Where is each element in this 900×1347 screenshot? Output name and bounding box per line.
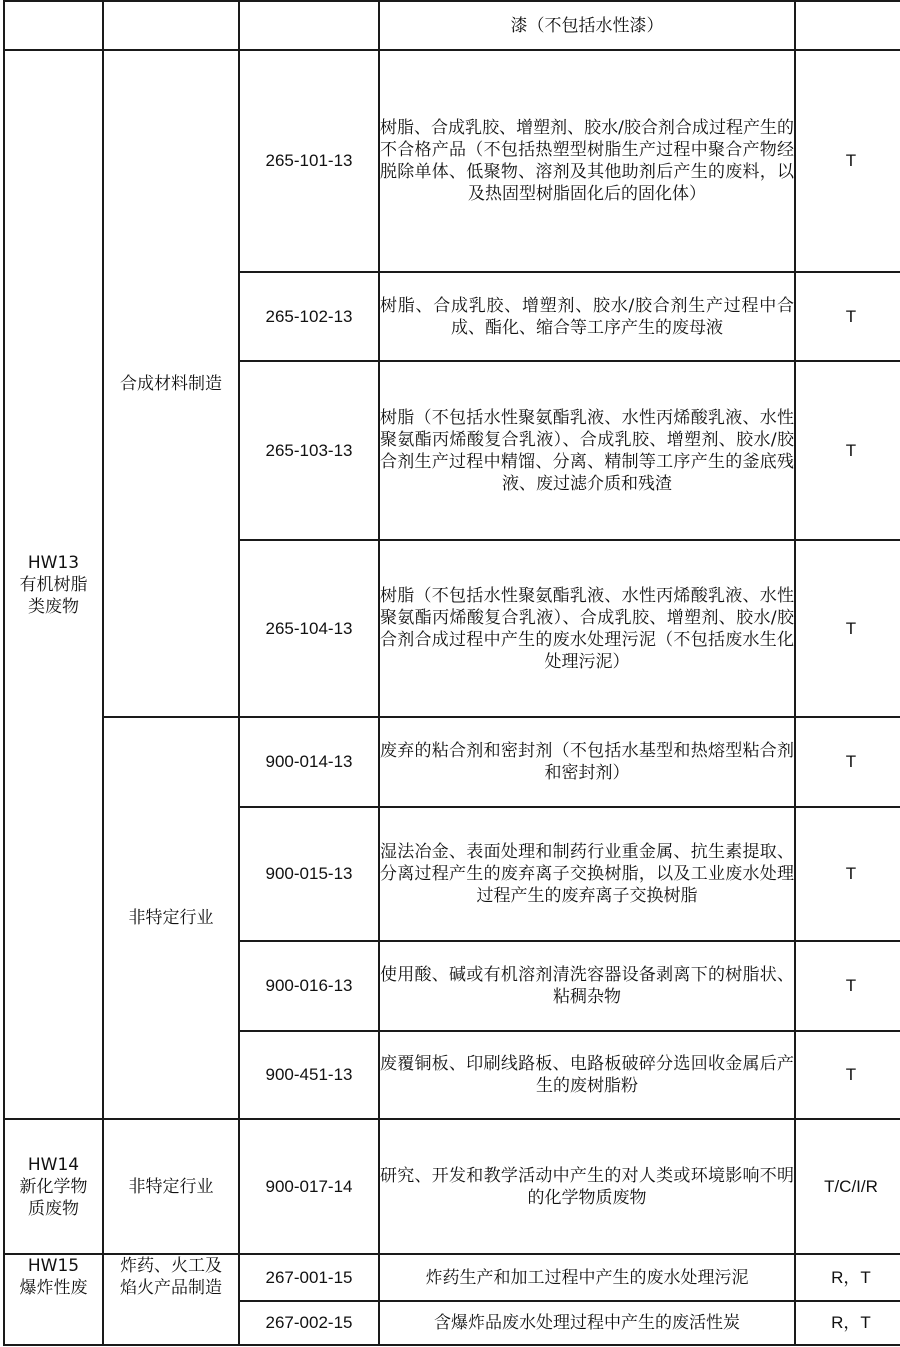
hazard-cell: T [795, 50, 900, 272]
category-cell-hw14 [4, 1119, 103, 1254]
hazard-cell: T [795, 272, 900, 361]
industry-name: 非特定行业 [128, 1176, 214, 1197]
description-cell [379, 540, 795, 717]
description-text: 树脂、合成乳胶、增塑剂、胶水/胶合剂生产过程中合成、酯化、缩合等工序产生的废母液 [380, 295, 794, 338]
industry-cell-empty [103, 1, 239, 50]
hazard-cell: T [795, 1031, 900, 1119]
category-code: HW14 [27, 1154, 80, 1175]
hazard-cell-empty [795, 1, 900, 50]
category-name-line2: 类废物 [28, 596, 79, 617]
waste-code-cell: 265-103-13 [239, 361, 379, 540]
description-cell [379, 50, 795, 272]
hazard-cell: R，T [795, 1301, 900, 1345]
table-row [4, 1119, 900, 1254]
description-text: 废覆铜板、印刷线路板、电路板破碎分选回收金属后产生的废树脂粉 [380, 1054, 794, 1096]
table-row [4, 717, 900, 807]
description-text: 含爆炸品废水处理过程中产生的废活性炭 [434, 1313, 740, 1333]
hazard-cell: T [795, 540, 900, 717]
description-text: 使用酸、碱或有机溶剂清洗容器设备剥离下的树脂状、粘稠杂物 [380, 965, 794, 1007]
description-text: 湿法冶金、表面处理和制药行业重金属、抗生素提取、分离过程产生的废弃离子交换树脂，以及工业废水处理过程产生的废弃离子交换树脂 [380, 842, 794, 906]
waste-code-cell: 265-104-13 [239, 540, 379, 717]
description-cell [379, 717, 795, 807]
waste-code-cell: 265-101-13 [239, 50, 379, 272]
industry-cell-synthetic [103, 50, 239, 717]
description-text: 树脂（不包括水性聚氨酯乳液、水性丙烯酸乳液、水性聚氨酯丙烯酸复合乳液）、合成乳胶、增塑剂、胶水/胶合剂生产过程中精馏、分离、精制等工序产生的釜底残液、废过滤介质和残渣 [380, 407, 794, 494]
category-name-line2: 质废物 [28, 1198, 79, 1219]
waste-code-cell: 900-014-13 [239, 717, 379, 807]
category-code: HW13 [27, 552, 80, 573]
hazard-cell: R，T [795, 1254, 900, 1301]
description-cell [379, 1031, 795, 1119]
waste-code-cell: 900-015-13 [239, 807, 379, 941]
category-name-line1: 爆炸性废 [19, 1278, 88, 1298]
waste-code-cell: 900-451-13 [239, 1031, 379, 1119]
code-cell-empty [239, 1, 379, 50]
industry-name: 非特定行业 [128, 908, 214, 928]
table-row [4, 50, 900, 272]
waste-code-cell: 267-001-15 [239, 1254, 379, 1301]
description-text: 废弃的粘合剂和密封剂（不包括水基型和热熔型粘合剂和密封剂） [380, 741, 794, 783]
description-text: 漆（不包括水性漆） [510, 15, 664, 36]
description-cell [379, 1254, 795, 1301]
description-text: 研究、开发和教学活动中产生的对人类或环境影响不明的化学物质废物 [380, 1165, 794, 1208]
description-cell [379, 272, 795, 361]
industry-cell-explosives [103, 1254, 239, 1345]
description-cell [379, 941, 795, 1031]
industry-name-line1: 炸药、火工及 [120, 1256, 222, 1276]
hazard-cell: T [795, 941, 900, 1031]
description-text: 树脂（不包括水性聚氨酯乳液、水性丙烯酸乳液、水性聚氨酯丙烯酸复合乳液）、合成乳胶、增塑剂、胶水/胶合剂合成过程中产生的废水处理污泥（不包括废水生化处理污泥） [380, 585, 794, 672]
industry-name: 合成材料制造 [120, 373, 222, 394]
category-name-line1: 新化学物 [19, 1176, 88, 1197]
category-name-line1: 有机树脂 [19, 574, 88, 595]
category-cell-hw15 [4, 1254, 103, 1345]
category-code: HW15 [27, 1256, 80, 1276]
waste-code-cell: 267-002-15 [239, 1301, 379, 1345]
hazard-cell: T [795, 717, 900, 807]
industry-cell-non-specific [103, 717, 239, 1119]
hazard-cell: T [795, 807, 900, 941]
waste-code-cell: 265-102-13 [239, 272, 379, 361]
hazardous-waste-table [3, 0, 900, 1346]
description-cell [379, 807, 795, 941]
table-row [4, 1254, 900, 1301]
description-text: 树脂、合成乳胶、增塑剂、胶水/胶合剂合成过程产生的不合格产品（不包括热塑型树脂生产过程中聚合产物经脱除单体、低聚物、溶剂及其他助剂后产生的废料，以及热固型树脂固化后的固化体） [380, 118, 794, 204]
hazard-cell: T [795, 361, 900, 540]
description-cell [379, 1301, 795, 1345]
table-row [4, 1, 900, 50]
description-cell [379, 1, 795, 50]
industry-cell-non-specific [103, 1119, 239, 1254]
waste-code-cell: 900-017-14 [239, 1119, 379, 1254]
hazard-cell: T/C/I/R [795, 1119, 900, 1254]
description-text: 炸药生产和加工过程中产生的废水处理污泥 [425, 1267, 749, 1288]
waste-code-cell: 900-016-13 [239, 941, 379, 1031]
industry-name-line2: 焰火产品制造 [120, 1278, 222, 1298]
category-cell-empty [4, 1, 103, 50]
category-cell-hw13 [4, 50, 103, 1119]
description-cell [379, 1119, 795, 1254]
description-cell [379, 361, 795, 540]
